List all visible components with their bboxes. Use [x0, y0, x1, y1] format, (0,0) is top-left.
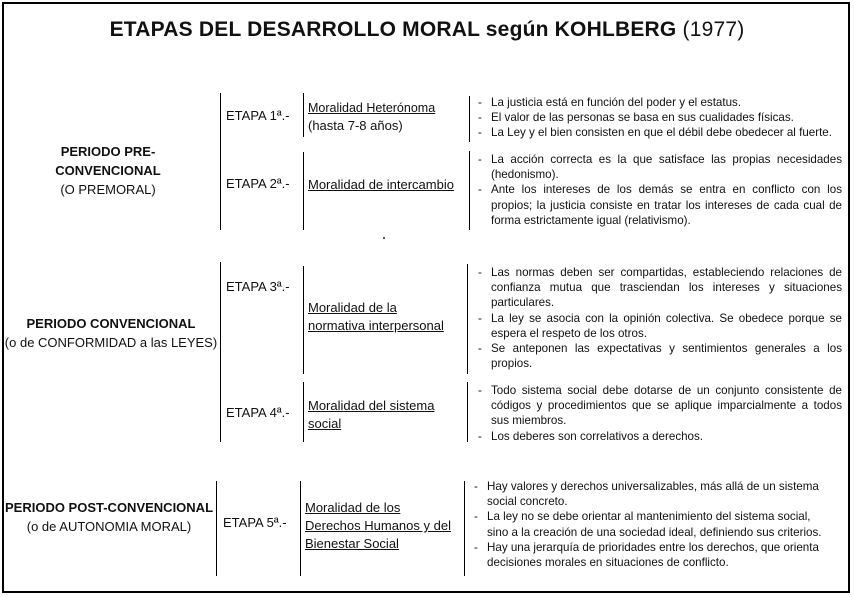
divider-line: [467, 264, 468, 374]
list-item: - La acción correcta es la que satisface las propias necesidades (hedonismo).: [478, 152, 842, 182]
morality-name: Moralidad Heterónoma: [308, 101, 436, 115]
list-item: - El valor de las personas se basa en sus cualidades físicas.: [478, 110, 842, 125]
stage-label: ETAPA 2ª.-: [226, 176, 290, 191]
page-title: [0, 18, 854, 42]
list-item: - Las normas deben ser compartidas, estableciendo relaciones de confianza mutua que trasciendan los intereses y situaciones particulares.: [478, 265, 842, 311]
divider-line: [220, 93, 221, 230]
list-item: - Ante los intereses de los demás se entra en conflicto con los propios; la justicia consiste en tratar los intereses de cada cual de forma estrictamente igual (relativismo).: [478, 182, 842, 228]
morality-name: Moralidad de los: [305, 500, 401, 515]
stage-label: ETAPA 4ª.-: [226, 405, 290, 420]
divider-line: [300, 481, 301, 576]
list-item: - Se anteponen las expectativas y sentimientos generales a los propios.: [478, 341, 842, 371]
stage-label: ETAPA 3ª.-: [226, 279, 290, 294]
morality-name: Moralidad de la: [308, 300, 397, 315]
morality-name: social: [308, 416, 342, 431]
divider-line: [303, 93, 304, 137]
period-convencional: [2, 314, 220, 352]
period-name: PERIODO POST-CONVENCIONAL: [4, 500, 214, 515]
divider-line: [469, 96, 470, 142]
list-item: - Los deberes son correlativos a derechos.: [478, 429, 842, 444]
stage-morality: [308, 176, 454, 194]
morality-name: Bienestar Social: [305, 536, 399, 551]
stage-morality: [308, 299, 444, 335]
stage-morality: [305, 499, 451, 553]
morality-name: Moralidad de intercambio: [308, 177, 454, 192]
divider-line: [303, 382, 304, 442]
period-subtitle: (O PREMORAL): [60, 182, 156, 197]
period-pre-convencional: [8, 142, 208, 199]
stage-morality: [308, 397, 434, 433]
title-text: ETAPAS DEL DESARROLLO MORAL según KOHLBERG: [109, 18, 677, 41]
period-post-convencional: [2, 498, 216, 536]
divider-line: [216, 481, 217, 576]
stage-items: [478, 95, 842, 141]
list-item: - La ley no se debe orientar al mantenimiento del sistema social, sino a la creación de una sociedad ideal, definiendo sus criterios.: [474, 509, 826, 539]
divider-line: [303, 266, 304, 374]
list-item: - Todo sistema social debe dotarse de un conjunto consistente de códigos y procedimientos que se aplique imparcialmente a todos sus miembros.: [478, 383, 842, 429]
morality-name: Moralidad del sistema: [308, 398, 435, 413]
divider-line: [469, 151, 470, 230]
period-name: PERIODO PRE-CONVENCIONAL: [55, 144, 161, 178]
stage-items: [474, 479, 826, 570]
list-item: - La ley se asocia con la opinión colectiva. Se obedece porque se espera el respeto de los otros.: [478, 311, 842, 341]
divider-line: [464, 481, 465, 576]
morality-name: normativa interpersonal: [308, 318, 444, 333]
title-year: (1977): [682, 18, 745, 41]
list-item: - La Ley y el bien consisten en que el débil debe obedecer al fuerte.: [478, 125, 842, 140]
stage-morality: [308, 99, 435, 135]
list-item: - Hay valores y derechos universalizables, más allá de un sistema social concreto.: [474, 479, 826, 509]
stage-items: [478, 383, 842, 444]
scan-speck: [383, 237, 385, 239]
period-name: PERIODO CONVENCIONAL: [26, 316, 196, 331]
divider-line: [220, 262, 221, 442]
divider-line: [467, 382, 468, 442]
period-subtitle: (o de CONFORMIDAD a las LEYES): [4, 335, 218, 350]
stage-label: ETAPA 5ª.-: [223, 515, 287, 530]
stage-items: [478, 152, 842, 228]
list-item: - La justicia está en función del poder y el estatus.: [478, 95, 842, 110]
stage-items: [478, 265, 842, 371]
morality-name: Derechos Humanos y del: [305, 518, 451, 533]
divider-line: [303, 152, 304, 230]
stage-label: ETAPA 1ª.-: [226, 108, 290, 123]
period-subtitle: (o de AUTONOMIA MORAL): [26, 519, 192, 534]
morality-note: (hasta 7-8 años): [308, 118, 403, 133]
list-item: - Hay una jerarquía de prioridades entre los derechos, que orienta decisiones morales en situaciones de conflicto.: [474, 540, 826, 570]
